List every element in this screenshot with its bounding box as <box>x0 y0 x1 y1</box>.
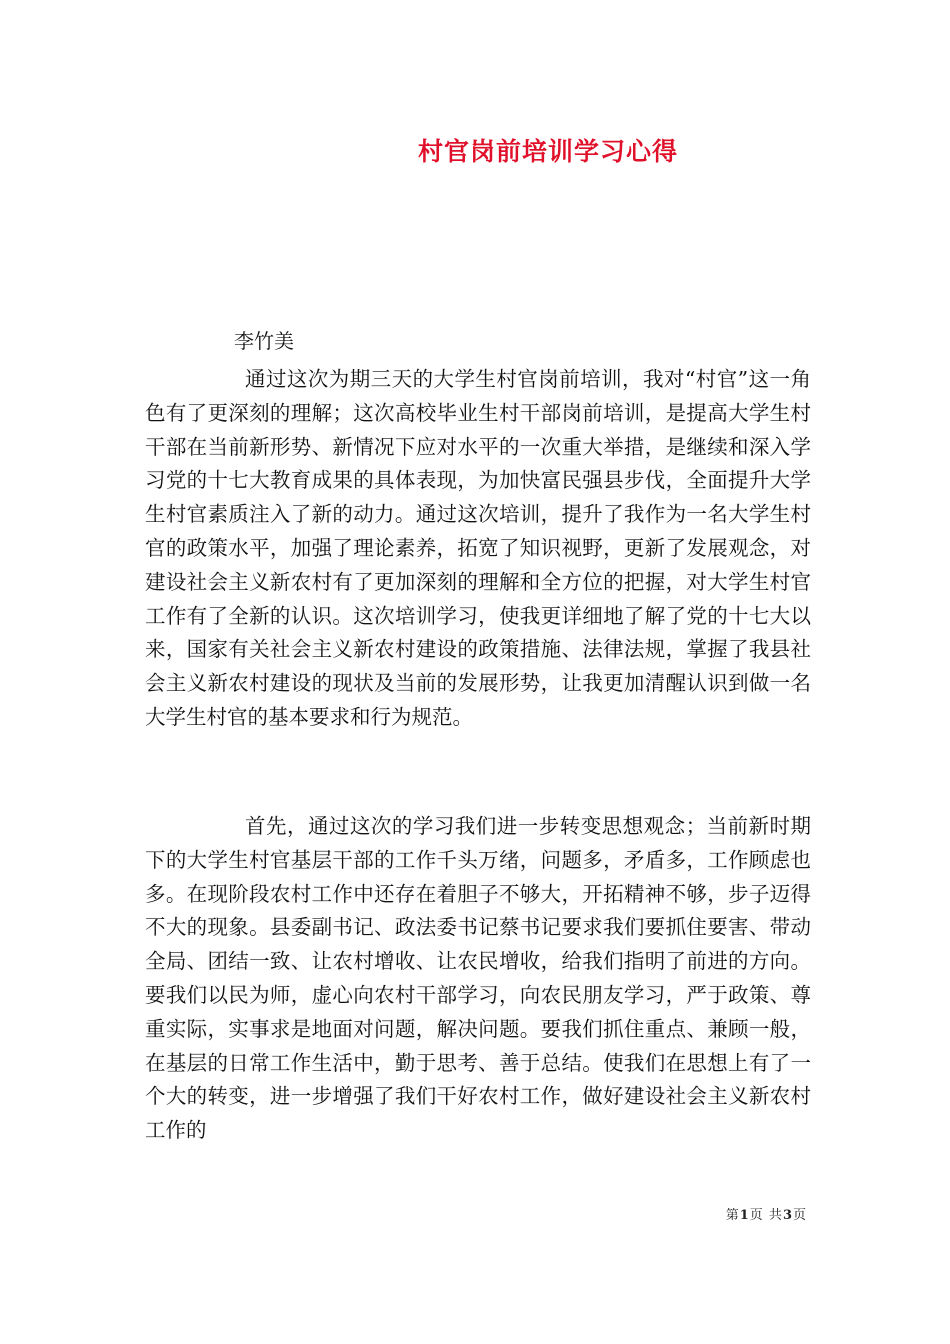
page-number-footer <box>726 1204 807 1223</box>
paragraph-2: 首先，通过这次的学习我们进一步转变思想观念；当前新时期下的大学生村官基层干部的工作千头万绪，问题多，矛盾多，工作顾虑也多。在现阶段农村工作中还存在着胆子不够大，开拓精神不够，步子迈得不大的现象。县委副书记、政法委书记蔡书记要求我们要抓住要害、带动全局、团结一致、让农村增收、让农民增收，给我们指明了前进的方向。要我们以民为师，虚心向农村干部学习，向农民朋友学习，严于政策、尊重实际，实事求是地面对问题，解决问题。要我们抓住重点、兼顾一般，在基层的日常工作生活中，勤于思考、善于总结。使我们在思想上有了一个大的转变，进一步增强了我们干好农村工作，做好建设社会主义新农村工作的 <box>145 814 811 1143</box>
footer-current-page: 1 <box>739 1208 750 1223</box>
paragraph-1: 通过这次为期三天的大学生村官岗前培训，我对“村官”这一角色有了更深刻的理解；这次高校毕业生村干部岗前培训，是提高大学生村干部在当前新形势、新情况下应对水平的一次重大举措，是继续和深入学习党的十七大教育成果的具体表现，为加快富民强县步伐，全面提升大学生村官素质注入了新的动力。通过这次培训，提升了我作为一名大学生村官的政策水平，加强了理论素养，拓宽了知识视野，更新了发展观念，对建设社会主义新农村有了更加深刻的理解和全方位的把握，对大学生村官工作有了全新的认识。这次培训学习，使我更详细地了解了党的十七大以来，国家有关社会主义新农村建设的政策措施、法律法规，掌握了我县社会主义新农村建设的现状及当前的发展形势，让我更加清醒认识到做一名大学生村官的基本要求和行为规范。 <box>145 367 811 729</box>
document-title: 村官岗前培训学习心得 <box>417 137 678 166</box>
footer-suffix: 页 <box>792 1208 807 1223</box>
footer-prefix: 第 <box>725 1208 740 1223</box>
footer-middle: 页 共 <box>749 1208 783 1223</box>
footer-total-pages: 3 <box>782 1208 793 1223</box>
author-name: 李竹美 <box>234 329 294 353</box>
